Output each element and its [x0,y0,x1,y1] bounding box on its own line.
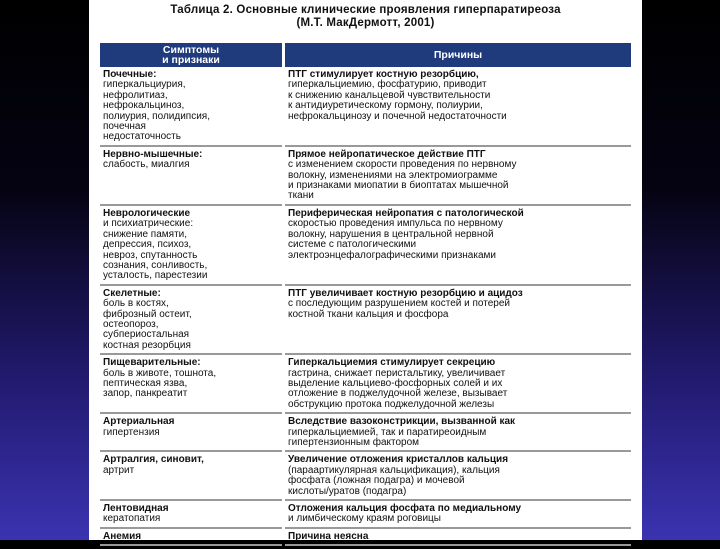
symptom-cell: Лентовидная кератопатия [100,504,282,529]
symptom-cell: Артралгия, синовит, артрит [100,455,282,501]
cause-cell: Увеличение отложения кристаллов кальция (параартикулярная кальцификация), кальция фосфата (ложная подагра) и мочевой кислоты/уратов (подагра) [285,455,631,501]
caption-title: Таблица 2. Основные клинические проявления гиперпаратиреоза [170,4,561,16]
clinical-table [97,40,634,549]
cause-cell: Периферическая нейропатия с патологической скоростью проведения импульса по нервному волокну, нарушения в центральной нервной системе с патологическими электроэнцефалографическими признаками [285,209,631,286]
table-row [100,289,631,355]
table-row [100,504,631,529]
symptom-cell: Почечные: гиперкальциурия, нефролитиаз, нефрокальциноз, полиурия, полидипсия, почечная недостаточность [100,70,282,147]
cause-cell: Отложения кальция фосфата по медиальному и лимбическому краям роговицы [285,504,631,529]
symptom-cell: Пищеварительные: боль в животе, тошнота, пептическая язва, запор, панкреатит [100,358,282,414]
cause-cell: Гиперкальциемия стимулирует секрецию гастрина, снижает перистальтику, увеличивает выделение кальциево-фосфорных солей и их отложение в поджелудочной железе, вызывает обструкцию протока поджелудочной железы [285,358,631,414]
table-row [100,70,631,147]
table-caption [97,4,634,30]
symptom-cell: Нервно-мышечные: слабость, миалгия [100,150,282,206]
document-page [89,0,642,540]
symptom-cell: Неврологические и психиатрические: снижение памяти, депрессия, психоз, невроз, спутанность сознания, сонливость, усталость, парестезии [100,209,282,286]
cause-cell: Прямое нейропатическое действие ПТГ с изменением скорости проведения по нервному волокну, изменениями на электромиограмме и признаками миопатии в биоптатах мышечной ткани [285,150,631,206]
caption-source: (М.Т. МакДермотт, 2001) [296,17,435,29]
header-causes: Причины [285,43,631,67]
table-row [100,417,631,452]
symptom-cell: Артериальная гипертензия [100,417,282,452]
table-row [100,455,631,501]
table-row [100,358,631,414]
symptom-cell: Скелетные: боль в костях, фиброзный остеит, остеопороз, субпериостальная костная резорбция [100,289,282,355]
cause-cell: Вследствие вазоконстрикции, вызванной как гиперкальциемией, так и паратиреоидным гипертензионным фактором [285,417,631,452]
symptom-cell: Анемия [100,532,282,546]
table-header-row [100,43,631,67]
table-row [100,150,631,206]
header-symptoms: Симптомы и признаки [100,43,282,67]
cause-cell: ПТГ увеличивает костную резорбцию и ацидоз с последующим разрушением костей и потерей костной ткани кальция и фосфора [285,289,631,355]
cause-cell: Причина неясна [285,532,631,546]
table-row [100,532,631,546]
cause-cell: ПТГ стимулирует костную резорбцию, гиперкальциемию, фосфатурию, приводит к снижению канальцевой чувствительности к антидиуретическому гормону, полиурии, нефрокальцинозу и почечной недостаточности [285,70,631,147]
table-row [100,209,631,286]
